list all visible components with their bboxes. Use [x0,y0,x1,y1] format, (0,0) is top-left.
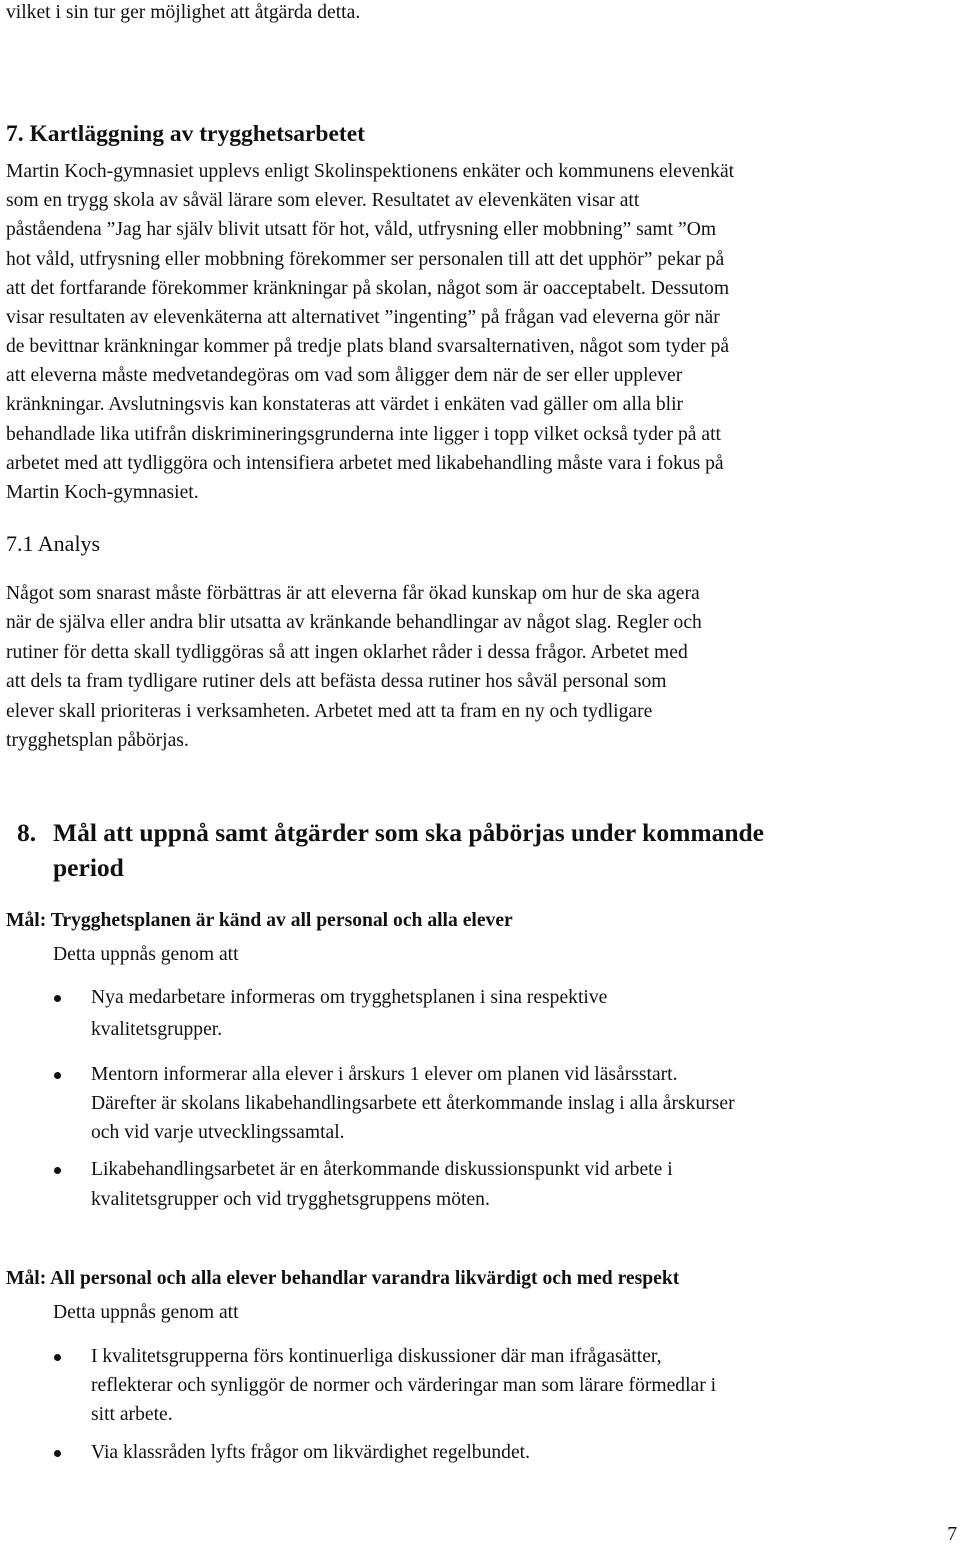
paragraph-line: hot våld, utfrysning eller mobbning förekommer ser personalen till att det upphör” pekar på [6,249,725,270]
paragraph-line: elever skall prioriteras i verksamheten. Arbetet med att ta fram en ny och tydligare [6,701,653,722]
paragraph-line: behandlade lika utifrån diskrimineringsgrunderna inte ligger i topp vilket också tyder på att [6,424,721,445]
list-item-line: kvalitetsgrupper och vid trygghetsgruppens möten. [91,1189,490,1210]
paragraph-line: kränkningar. Avslutningsvis kan konstateras att värdet i enkäten vad gäller om alla blir [6,394,684,415]
section-8-heading-line: period [53,853,124,882]
list-item-line: och vid varje utvecklingssamtal. [91,1122,345,1143]
bullet-icon [54,1450,61,1457]
paragraph-line: påståendena ”Jag har själv blivit utsatt för hot, våld, utfrysning eller mobbning” samt ”Om [6,219,717,240]
list-item-line: Likabehandlingsarbetet är en återkommande diskussionspunkt vid arbete i [91,1159,673,1180]
list-item-line: sitt arbete. [91,1404,173,1425]
bullet-icon [54,1072,61,1079]
list-item-line: reflekterar och synliggör de normer och värderingar man som lärare förmedlar i [91,1375,717,1396]
section-7-heading: 7. Kartläggning av trygghetsarbetet [6,121,365,147]
list-item-line: kvalitetsgrupper. [91,1019,223,1040]
list-item-line: Därefter är skolans likabehandlingsarbete ett återkommande inslag i alla årskurser [91,1093,735,1114]
list-item-line: Nya medarbetare informeras om trygghetsplanen i sina respektive [91,987,608,1008]
goal-2-title: Mål: All personal och alla elever behandlar varandra likvärdigt och med respekt [6,1268,680,1289]
bullet-icon [54,1167,61,1174]
section-8-number: 8. [17,818,37,847]
paragraph-line: att det fortfarande förekommer kränkningar på skolan, något som är oacceptabelt. Dessutom [6,278,730,299]
paragraph-line: Martin Koch-gymnasiet upplevs enligt Skolinspektionens enkäter och kommunens elevenkät [6,161,735,182]
paragraph-line: arbetet med att tydliggöra och intensifiera arbetet med likabehandling måste vara i fokus på [6,453,724,474]
paragraph-line: att dels ta fram tydligare rutiner dels att befästa dessa rutiner hos såväl personal som [6,671,667,692]
paragraph-line: när de själva eller andra blir utsatta av kränkande behandlingar av något slag. Regler och [6,612,702,633]
section-7-1-heading: 7.1 Analys [6,531,101,556]
paragraph-line: Något som snarast måste förbättras är att eleverna får ökad kunskap om hur de ska agera [6,583,700,604]
bullet-icon [54,995,61,1002]
paragraph-line: trygghetsplan påbörjas. [6,730,189,751]
list-item-line: Mentorn informerar alla elever i årskurs 1 elever om planen vid läsårsstart. [91,1064,678,1085]
goal-1-intro: Detta uppnås genom att [53,944,239,965]
paragraph-line: som en trygg skola av såväl lärare som elever. Resultatet av elevenkäten visar att [6,190,640,211]
goal-2-intro: Detta uppnås genom att [53,1302,239,1323]
paragraph-line: de bevittnar kränkningar kommer på tredje plats bland svarsalternativen, något som tyder på [6,336,730,357]
list-item-line: Via klassråden lyfts frågor om likvärdighet regelbundet. [91,1442,531,1463]
section-8-heading-line: Mål att uppnå samt åtgärder som ska påbörjas under kommande [53,818,764,847]
paragraph-line: Martin Koch-gymnasiet. [6,482,199,503]
paragraph-line: rutiner för detta skall tydliggöras så att ingen oklarhet råder i dessa frågor. Arbetet med [6,642,688,663]
paragraph-line: visar resultaten av elevenkäterna att alternativet ”ingenting” på frågan vad eleverna gör när [6,307,720,328]
paragraph-line: att eleverna måste medvetandegöras om vad som åligger dem när de ser eller upplever [6,365,683,386]
bullet-icon [54,1354,61,1361]
list-item-line: I kvalitetsgrupperna förs kontinuerliga diskussioner där man ifrågasätter, [91,1346,662,1367]
page-number: 7 [947,1524,957,1545]
goal-1-title: Mål: Trygghetsplanen är känd av all personal och alla elever [6,910,513,931]
intro-line: vilket i sin tur ger möjlighet att åtgärda detta. [6,2,361,23]
